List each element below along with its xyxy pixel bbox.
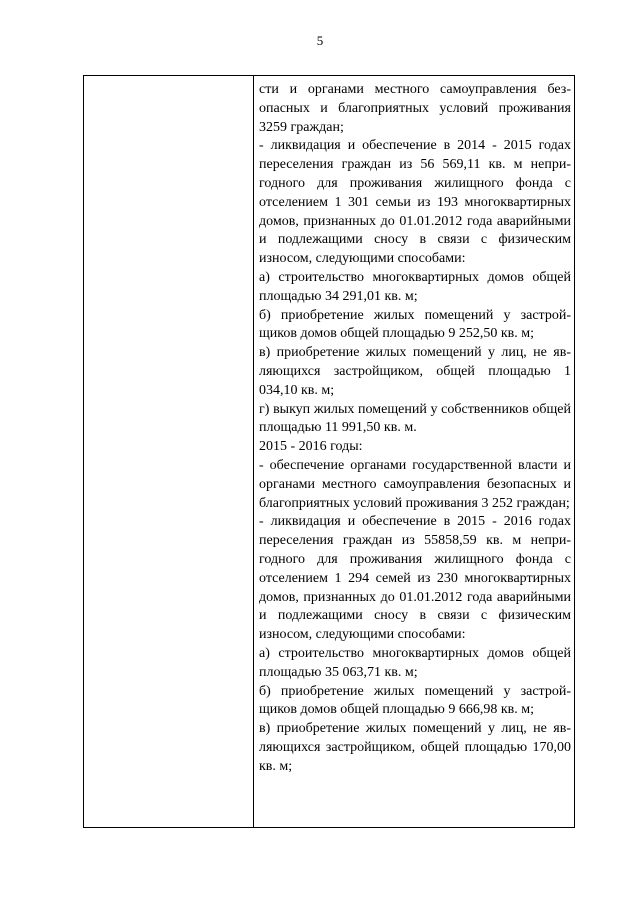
paragraph-construction-2015: а) строительство многоквартирных домов общей площадью 35 063,71 кв. м; xyxy=(259,645,571,680)
paragraph-liquidation-2014-2015: - ликвидация и обеспечение в 2014 - 2015 годах переселения граждан из 56 569,11 кв. м непригодного для проживания жилищного фонда с отселением 1 301 семьи из 193 многоквартирных домов, признанных до 01.01.2012 года аварийными и подлежащими сносу в связи с физическим износом, следующими способами: xyxy=(259,138,571,267)
paragraph-buyout-2014: г) выкуп жилых помещений у собственников общей площадью 11 991,50 кв. м. xyxy=(259,401,571,436)
page-number: 5 xyxy=(316,33,324,48)
document-table xyxy=(83,75,575,828)
paragraph-non-developer-purchase-2015: в) приобретение жилых помещений у лиц, не являющихся застройщиком, общей площадью 170,00 кв. м; xyxy=(259,721,571,774)
paragraph-liquidation-2015-2016: - ликвидация и обеспечение в 2015 - 2016 годах переселения граждан из 55858,59 кв. м непригодного для проживания жилищного фонда с отселением 1 294 семей из 230 многоквартирных домов, признанных до 01.01.2012 года аварийными и подлежащими сносу в связи с физическим износом, следующими способами: xyxy=(259,514,571,643)
paragraph-developer-purchase-2014: б) приобретение жилых помещений у застройщиков домов общей площадью 9 252,50 кв. м; xyxy=(259,307,571,342)
table-left-cell xyxy=(84,76,254,827)
heading-2015-2016: 2015 - 2016 годы: xyxy=(259,439,363,455)
paragraph-safe-conditions-2015: - обеспечение органами государственной власти и органами местного самоуправления безопасных и благоприятных условий проживания 3 252 граждан; xyxy=(259,457,571,511)
paragraph-construction-2014: а) строительство многоквартирных домов общей площадью 34 291,01 кв. м; xyxy=(259,269,571,304)
paragraph-developer-purchase-2015: б) приобретение жилых помещений у застройщиков домов общей площадью 9 666,98 кв. м; xyxy=(259,683,571,718)
paragraph-non-developer-purchase-2014: в) приобретение жилых помещений у лиц, не являющихся застройщиком, общей площадью 1 034,10 кв. м; xyxy=(259,345,571,398)
paragraph-safe-conditions-2014: сти и органами местного самоуправления безопасных и благоприятных условий проживания 3259 граждан; xyxy=(259,82,571,135)
table-right-cell xyxy=(254,76,574,827)
